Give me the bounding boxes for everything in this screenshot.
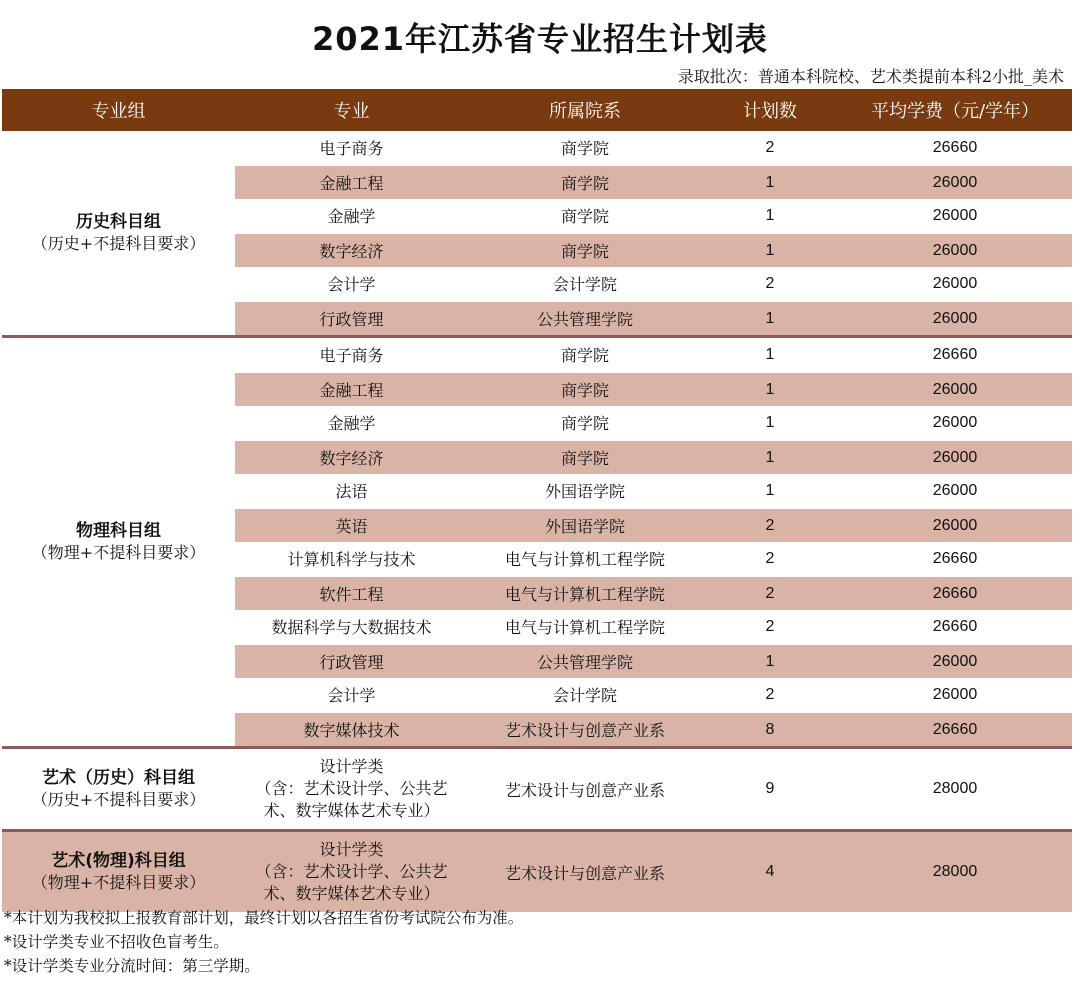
page-title: 2021年江苏省专业招生计划表: [311, 20, 769, 58]
group-name: 历史科目组: [76, 212, 161, 232]
major-cell: 数据科学与大数据技术: [271, 618, 432, 637]
plan-cell: 1: [702, 337, 838, 373]
dept-cell: 商学院: [468, 337, 702, 373]
plan-cell: 2: [765, 685, 775, 703]
dept-cell: 商学院: [468, 372, 702, 406]
dept-cell: 商学院: [560, 139, 609, 158]
fee-cell: 26660: [932, 549, 978, 567]
table-header-row: [2, 89, 1072, 131]
dept-cell: 商学院: [560, 414, 609, 433]
group-name: 艺术(物理)科目组: [51, 851, 186, 871]
fee-cell: 26660: [838, 337, 1072, 373]
plan-cell: 1: [765, 413, 775, 431]
plan-cell: 1: [702, 165, 838, 199]
major-line: （含：艺术设计学、公共艺: [255, 779, 448, 798]
fee-cell: 28000: [838, 748, 1072, 831]
footnotes: [4, 906, 523, 978]
major-cell: 金融学: [327, 207, 376, 226]
major-cell: 数字媒体技术: [235, 712, 468, 748]
dept-cell: 外国语学院: [544, 482, 625, 501]
plan-cell: 1: [765, 206, 775, 224]
group-cell: [2, 131, 235, 337]
dept-cell: 外国语学院: [468, 508, 702, 542]
plan-cell: 1: [765, 481, 775, 499]
major-cell: 金融学: [327, 414, 376, 433]
header-dept: 所属院系: [468, 89, 702, 131]
fee-cell: 26000: [838, 233, 1072, 267]
fee-cell: 28000: [838, 831, 1072, 913]
major-line: 设计学类: [319, 840, 384, 859]
dept-cell: 商学院: [468, 440, 702, 474]
major-cell: 行政管理: [235, 301, 468, 337]
major-cell: 会计学: [327, 686, 376, 705]
plan-cell: 1: [702, 644, 838, 678]
dept-cell: 公共管理学院: [468, 644, 702, 678]
major-line: 术、数字媒体艺术专业）: [263, 884, 440, 903]
major-line: （含：艺术设计学、公共艺: [255, 862, 448, 881]
dept-cell: 艺术设计与创意产业系: [468, 712, 702, 748]
major-cell: 金融工程: [235, 165, 468, 199]
plan-cell: 1: [702, 372, 838, 406]
major-cell: 数字经济: [235, 440, 468, 474]
major-line: 术、数字媒体艺术专业）: [263, 801, 440, 820]
header-group: 专业组: [2, 89, 235, 131]
plan-cell: 2: [765, 617, 775, 635]
major-line: 设计学类: [319, 757, 384, 776]
footnote: *设计学类专业分流时间：第三学期。: [4, 957, 260, 975]
fee-cell: 26000: [838, 165, 1072, 199]
header-major: 专业: [235, 89, 468, 131]
plan-cell: 2: [765, 138, 775, 156]
group-requirement: （历史+不提科目要求）: [31, 790, 206, 809]
table-row: [2, 337, 1072, 373]
plan-cell: 2: [702, 576, 838, 610]
major-cell: 数字经济: [235, 233, 468, 267]
plan-cell: 1: [702, 440, 838, 474]
major-cell: 软件工程: [235, 576, 468, 610]
group-name: 物理科目组: [76, 521, 161, 541]
dept-cell: 电气与计算机工程学院: [504, 550, 665, 569]
fee-cell: 26000: [838, 644, 1072, 678]
table-row: [2, 131, 1072, 165]
dept-cell: 商学院: [468, 165, 702, 199]
plan-cell: 8: [702, 712, 838, 748]
dept-cell: 会计学院: [552, 686, 617, 705]
header-fee: 平均学费（元/学年）: [838, 89, 1072, 131]
major-cell: 会计学: [327, 275, 376, 294]
dept-cell: 电气与计算机工程学院: [468, 576, 702, 610]
fee-cell: 26000: [932, 206, 978, 224]
major-cell: [235, 831, 468, 913]
fee-cell: 26660: [932, 138, 978, 156]
fee-cell: 26000: [932, 274, 978, 292]
group-requirement: （历史+不提科目要求）: [31, 234, 206, 253]
major-cell: 计算机科学与技术: [287, 550, 416, 569]
dept-cell: 艺术设计与创意产业系: [468, 748, 702, 831]
dept-cell: 艺术设计与创意产业系: [468, 831, 702, 913]
group-requirement: （物理+不提科目要求）: [31, 873, 206, 892]
major-cell: 行政管理: [235, 644, 468, 678]
fee-cell: 26660: [838, 712, 1072, 748]
plan-cell: 9: [702, 748, 838, 831]
fee-cell: 26000: [838, 372, 1072, 406]
fee-cell: 26000: [932, 685, 978, 703]
plan-cell: 4: [702, 831, 838, 913]
major-cell: 电子商务: [319, 139, 384, 158]
fee-cell: 26000: [932, 481, 978, 499]
group-name: 艺术（历史）科目组: [42, 768, 195, 788]
plan-cell: 2: [702, 508, 838, 542]
plan-cell: 1: [702, 301, 838, 337]
plan-cell: 1: [702, 233, 838, 267]
dept-cell: 公共管理学院: [468, 301, 702, 337]
fee-cell: 26000: [838, 301, 1072, 337]
admission-batch: 录取批次：普通本科院校、艺术类提前本科2小批_美术: [677, 67, 1064, 86]
major-cell: [235, 748, 468, 831]
group-requirement: （物理+不提科目要求）: [31, 543, 206, 562]
group-cell: [2, 831, 235, 913]
dept-cell: 商学院: [468, 233, 702, 267]
fee-cell: 26000: [838, 440, 1072, 474]
major-cell: 金融工程: [235, 372, 468, 406]
plan-cell: 2: [765, 549, 775, 567]
dept-cell: 电气与计算机工程学院: [504, 618, 665, 637]
fee-cell: 26660: [932, 617, 978, 635]
enrollment-plan-table: [2, 89, 1072, 912]
table-row: [2, 831, 1072, 913]
fee-cell: 26660: [838, 576, 1072, 610]
dept-cell: 会计学院: [552, 275, 617, 294]
plan-cell: 2: [765, 274, 775, 292]
major-cell: 英语: [235, 508, 468, 542]
group-cell: [2, 748, 235, 831]
group-cell: [2, 337, 235, 748]
footnote: *本计划为我校拟上报教育部计划，最终计划以各招生省份考试院公布为准。: [4, 909, 524, 927]
dept-cell: 商学院: [560, 207, 609, 226]
footnote: *设计学类专业不招收色盲考生。: [4, 933, 229, 951]
major-cell: 法语: [335, 482, 368, 501]
major-cell: 电子商务: [235, 337, 468, 373]
fee-cell: 26000: [932, 413, 978, 431]
fee-cell: 26000: [838, 508, 1072, 542]
table-row: [2, 748, 1072, 831]
header-plan: 计划数: [702, 89, 838, 131]
